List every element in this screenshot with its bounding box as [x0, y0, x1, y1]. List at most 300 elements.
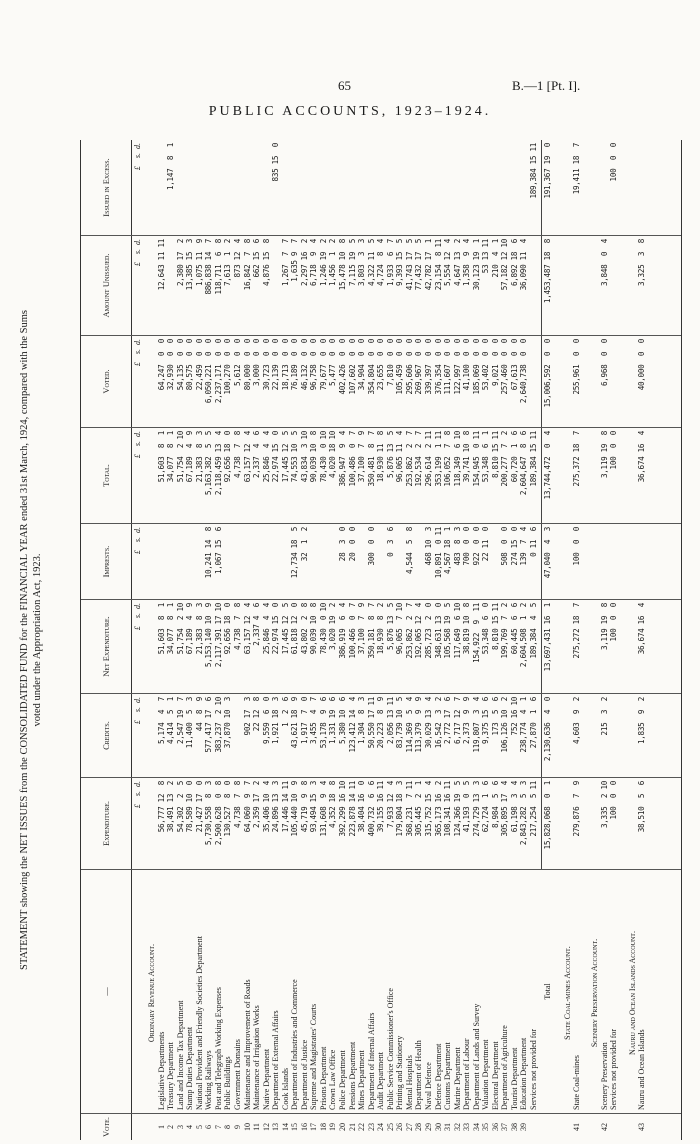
table-cell: 4,603 9 2 — [572, 697, 582, 744]
table-cell: 3,335 2 10 — [599, 781, 609, 828]
table-cell: 83,739 10 5 — [395, 697, 405, 749]
table-cell: 10 — [242, 1123, 252, 1131]
column-header-imprests: Imprests. — [81, 524, 132, 599]
table-cell: 22,974 15 0 — [271, 431, 281, 483]
table-cell: Cook Islands — [280, 1068, 290, 1110]
table-cell: 118,349 6 10 — [452, 431, 462, 487]
table-cell: 13,385 15 3 — [185, 239, 195, 291]
table-cell: 26 — [395, 1123, 405, 1131]
table-cell: 22,459 0 0 — [194, 339, 204, 391]
table-cell: 0 3 6 — [385, 527, 395, 557]
table-cell: 10,241 14 8 — [204, 527, 214, 579]
total-rule — [541, 600, 542, 693]
table-cell: 11,400 5 3 — [185, 697, 195, 749]
column-header-total: Total. — [81, 428, 132, 523]
currency-units: £ s. d. — [133, 339, 142, 367]
table-cell: 468 10 3 — [423, 527, 433, 566]
table-cell: 20 0 0 — [347, 527, 357, 562]
table-cell: 2,843,282 5 3 — [519, 781, 529, 846]
column-header-vote: Vote. — [81, 1114, 132, 1140]
table-cell: 200,277 7 2 — [500, 431, 510, 487]
table-cell: 2,118,459 13 4 — [213, 431, 223, 496]
table-cell: 53,178 9 6 — [318, 697, 328, 749]
table-cell: 6,717 12 7 — [452, 697, 462, 744]
page-title: PUBLIC ACCOUNTS, 1923–1924. — [208, 104, 492, 119]
table-cell: 124,366 19 5 — [452, 781, 462, 837]
table-cell: 1,067 15 6 — [213, 527, 223, 574]
table-cell: 279,876 7 9 — [572, 781, 582, 837]
table-cell: Maintenance of Irrigation Works — [252, 1005, 262, 1110]
table-cell: 7 — [213, 1125, 223, 1129]
table-cell: 106,126 10 2 — [500, 697, 510, 753]
total-cell: 15,828,068 0 1 — [542, 781, 552, 850]
table-cell: 74,553 10 5 — [290, 431, 300, 483]
table-cell: 100 0 0 — [609, 431, 619, 470]
column-imprests — [81, 524, 681, 600]
table-cell: 12,643 11 11 — [156, 239, 166, 291]
table-cell: 4,414 5 1 — [166, 697, 176, 744]
table-cell: 17,445 12 5 — [280, 431, 290, 483]
table-cell: 18,713 0 0 — [280, 339, 290, 391]
table-cell: 51,603 8 1 — [156, 603, 166, 655]
table-cell: 9,021 0 0 — [490, 339, 500, 386]
table-cell: 189,384 15 11 — [529, 431, 538, 487]
currency-units: £ s. d. — [133, 603, 142, 631]
table-cell: 339,397 0 0 — [423, 339, 433, 395]
table-cell: 3 — [175, 1125, 185, 1129]
table-cell: 189,384 4 5 — [529, 603, 538, 659]
table-cell: 35 — [481, 1123, 491, 1131]
table-cell: 4,567 18 1 — [443, 527, 453, 574]
table-cell: 6,718 9 4 — [309, 239, 319, 286]
table-cell: 60,720 1 6 — [509, 431, 519, 483]
table-cell: 274,729 13 3 — [471, 781, 481, 837]
table-cell: 0 11 6 — [529, 527, 538, 557]
column-header-expenditure: Expenditure. — [81, 778, 132, 869]
table-cell: 3,455 4 7 — [309, 697, 319, 744]
total-cell: 1,453,487 18 8 — [542, 239, 552, 304]
table-cell: 17,446 14 11 — [280, 781, 290, 833]
table-cell: 4,352 18 8 — [328, 781, 338, 828]
table-cell: 53 13 11 — [481, 239, 491, 274]
table-cell: Department of Labour — [462, 1038, 472, 1110]
table-cell: 107,602 0 0 — [347, 339, 357, 395]
table-cell: Post and Telegraph Working Expenses — [213, 987, 223, 1110]
table-cell: 2,500,628 0 8 — [213, 781, 223, 846]
table-cell: 305,895 17 4 — [500, 781, 510, 837]
section-heading: State Coal-mines Account. — [562, 946, 572, 1040]
table-cell: 100,486 0 7 — [347, 431, 357, 487]
table-cell: 39,155 16 11 — [376, 781, 386, 833]
table-cell: 350,181 8 7 — [366, 603, 376, 659]
table-cell: 24,896 13 3 — [271, 781, 281, 833]
column-header-voted: Voted. — [81, 336, 132, 427]
table-cell: 7,810 0 0 — [385, 339, 395, 386]
column-unissued — [81, 236, 681, 336]
table-cell: Supreme and Magistrates' Courts — [309, 1003, 319, 1110]
table-cell: 41,193 0 5 — [462, 781, 472, 833]
table-cell: 1,147 8 1 — [166, 143, 176, 190]
table-cell: 5,554 12 4 — [443, 239, 453, 286]
table-cell: 315,752 15 4 — [423, 781, 433, 837]
table-cell: 8,810 15 11 — [490, 431, 500, 478]
table-cell: 1,635 9 7 — [290, 239, 300, 282]
table-cell: 922 0 0 — [471, 527, 481, 566]
column-vote — [81, 1114, 681, 1140]
caption-line-1: STATEMENT showing the NET ISSUES from the CONSOLIDATED FUND for the FINANCIAL YEAR ended 31st March, 1924, compared with the Sums — [19, 309, 30, 971]
table-cell: 2,640,738 0 0 — [519, 339, 529, 404]
table-cell: 92,656 18 0 — [223, 603, 233, 655]
table-cell: 30,723 0 0 — [261, 339, 271, 391]
table-cell: 835 15 0 — [271, 143, 281, 182]
column-expenditure — [81, 778, 681, 870]
table-cell: 12,734 18 5 — [290, 527, 300, 579]
table-cell: 36,090 11 4 — [519, 239, 529, 291]
table-cell: 2,359 17 2 — [252, 781, 262, 828]
table-cell: 508 0 0 — [500, 527, 510, 566]
table-cell: 53,348 6 0 — [481, 603, 491, 655]
rotated-statement — [19, 140, 680, 1140]
table-cell: 269,967 0 0 — [414, 339, 424, 395]
table-cell: 386,947 9 4 — [338, 431, 347, 487]
table-cell: 9,393 15 5 — [395, 239, 405, 286]
table-cell: 39,741 10 8 — [462, 431, 472, 483]
table-cell: 3,803 3 3 — [357, 239, 367, 286]
table-cell: 1,358 9 4 — [462, 239, 472, 286]
table-cell: 100 0 0 — [609, 603, 619, 642]
table-cell: 93,494 15 3 — [309, 781, 319, 833]
table-cell: 27,870 1 6 — [529, 697, 538, 749]
column-header-unissued: Amount Unissued. — [81, 236, 132, 335]
table-cell: 5,380 10 6 — [338, 697, 347, 744]
table-cell: Audit Department — [376, 1052, 386, 1110]
table-cell: 238,774 4 1 — [519, 697, 529, 753]
table-cell: 43,621 18 9 — [290, 697, 300, 749]
table-cell: 4,724 8 4 — [376, 239, 386, 286]
table-cell: 105,440 10 9 — [290, 781, 300, 837]
table-cell: 63,157 12 4 — [242, 603, 252, 655]
table-cell: 30,123 19 1 — [471, 239, 481, 291]
table-cell: Services not provided for — [529, 1028, 538, 1110]
table-cell: 23 — [366, 1123, 376, 1131]
table-cell: 3,119 19 8 — [599, 431, 609, 478]
table-cell: 60,445 6 6 — [509, 603, 519, 655]
table-cell: 305,445 2 1 — [414, 781, 424, 837]
table-cell: 130,527 8 0 — [223, 781, 233, 837]
table-cell: 662 15 6 — [252, 239, 262, 278]
table-cell: Department of External Affairs — [271, 1010, 281, 1110]
table-cell: Maintenance and Improvement of Roads — [242, 979, 252, 1110]
table-cell: 34,077 8 1 — [166, 431, 176, 483]
table-cell: 179,804 18 3 — [395, 781, 405, 837]
table-cell: 1 2 6 — [280, 697, 290, 727]
table-cell: 2,604,508 1 2 — [519, 603, 529, 668]
table-cell: 376,354 0 0 — [433, 339, 443, 395]
table-cell: 5,876 13 5 — [385, 603, 395, 650]
table-cell: 41,743 17 5 — [404, 239, 414, 291]
table-cell: 67,189 4 9 — [185, 603, 195, 655]
table-cell: National Provident and Friendly Societies Department — [194, 936, 204, 1110]
column-header-desc: — — [81, 870, 132, 1113]
net-issues-table — [80, 140, 682, 1140]
table-cell: 255,961 0 0 — [572, 339, 582, 395]
table-cell: 64,060 9 7 — [242, 781, 252, 833]
table-cell: 76,189 0 0 — [290, 339, 300, 391]
table-cell: 22,974 15 0 — [271, 603, 281, 655]
table-cell: 18,930 8 2 — [376, 603, 386, 655]
table-cell: 21,383 8 3 — [194, 603, 204, 655]
table-cell: 577,417 17 6 — [204, 697, 214, 753]
table-cell: 873 12 4 — [232, 239, 242, 278]
table-cell: 43 — [637, 1123, 647, 1131]
total-rule — [541, 336, 542, 427]
table-cell: 3,119 19 8 — [599, 603, 609, 650]
table-cell: 173 5 6 — [490, 697, 500, 736]
table-cell: Education Department — [519, 1037, 529, 1110]
table-cell: 4,544 5 8 — [404, 527, 414, 574]
table-cell: 36 — [490, 1123, 500, 1131]
table-cell: 365,173 16 2 — [433, 781, 443, 837]
section-heading: Scenery Preservation Account. — [590, 938, 600, 1048]
table-cell: Stamp Duties Department — [185, 1026, 195, 1110]
table-cell: 1,456 1 2 — [328, 239, 338, 286]
table-cell: Defence Department — [433, 1043, 443, 1110]
table-cell: 33 — [462, 1123, 472, 1131]
table-cell: 11 — [252, 1123, 262, 1131]
total-cell: Total — [542, 983, 552, 1000]
table-cell: 38,404 16 0 — [357, 781, 367, 833]
table-cell: 27 — [404, 1123, 414, 1131]
total-cell: 191,367 19 0 — [542, 143, 552, 199]
table-cell: 123,412 14 4 — [347, 697, 357, 753]
table-cell: 22 — [357, 1123, 367, 1131]
table-cell: 16,542 3 2 — [433, 697, 443, 749]
table-cell: 67,189 4 9 — [185, 431, 195, 483]
table-cell: 274 15 0 — [509, 527, 519, 566]
table-cell: 44 8 9 — [194, 697, 204, 732]
table-cell: 189,384 15 11 — [529, 143, 538, 199]
table-cell: Department of Industries and Commerce — [290, 979, 300, 1110]
currency-units: £ s. d. — [133, 527, 142, 555]
table-cell: 21 — [347, 1123, 357, 1131]
table-cell: 78,589 10 0 — [185, 781, 195, 833]
table-cell: 483 8 3 — [452, 527, 462, 566]
table-cell: Department of Agriculture — [500, 1025, 510, 1110]
currency-units: £ s. d. — [133, 431, 142, 459]
table-cell: 22 12 8 — [252, 697, 262, 732]
table-cell: Printing and Stationery — [395, 1035, 405, 1110]
table-cell: 77,432 17 5 — [414, 239, 424, 291]
table-cell: 2,056 13 11 — [385, 697, 395, 744]
table-cell: 35,406 10 4 — [261, 781, 271, 833]
table-cell: 154,922 9 11 — [471, 603, 481, 663]
table-cell: 15,478 10 8 — [338, 239, 347, 291]
table-cell: 354,804 0 0 — [366, 339, 376, 395]
table-cell: Prisons Department — [318, 1046, 328, 1110]
table-cell: 6,892 18 6 — [509, 239, 519, 286]
table-cell: 100 0 0 — [572, 527, 582, 566]
table-cell: 2 — [166, 1125, 176, 1129]
table-cell: 6,968 0 0 — [599, 339, 609, 386]
table-cell: 210 4 1 — [490, 239, 500, 278]
table-cell: 79,677 0 0 — [318, 339, 328, 391]
table-cell: 19,411 18 7 — [572, 143, 582, 195]
table-cell: 16 — [299, 1123, 309, 1131]
table-cell: Crown Law Office — [328, 1049, 338, 1110]
table-cell: 105,568 19 5 — [443, 603, 453, 659]
table-cell: 1 — [156, 1125, 166, 1129]
table-cell: 3,325 3 8 — [637, 239, 647, 286]
table-cell: 131,608 9 4 — [318, 781, 328, 837]
table-cell: 23,154 8 11 — [433, 239, 443, 291]
table-cell: 10,891 0 11 — [433, 527, 443, 579]
table-cell: 383,237 2 10 — [213, 697, 223, 753]
table-cell: 24 — [376, 1123, 386, 1131]
table-cell: 3,020 19 2 — [328, 603, 338, 650]
table-cell: 90,039 10 8 — [309, 603, 319, 655]
table-cell: 5,163,382 5 5 — [204, 431, 214, 496]
table-cell: 6 — [204, 1125, 214, 1129]
table-cell: 1,921 18 3 — [271, 697, 281, 744]
table-cell: Valuation Department — [481, 1039, 491, 1110]
column-header-excess: Issued in Excess. — [81, 140, 132, 235]
table-cell: 17,445 12 5 — [280, 603, 290, 655]
table-cell: 402,426 0 0 — [338, 339, 347, 395]
table-cell: 45,719 9 8 — [299, 781, 309, 833]
table-cell: Scenery Preservation — [599, 1042, 609, 1110]
table-cell: 80,000 0 0 — [242, 339, 252, 391]
table-cell: 300 0 0 — [366, 527, 376, 566]
table-cell: Treasury Department — [166, 1042, 176, 1110]
table-cell: 9,375 15 6 — [481, 697, 491, 744]
total-cell: 13,697,431 16 1 — [542, 603, 552, 672]
column-header-credits: Credits. — [81, 694, 132, 777]
table-cell: 4,647 13 2 — [452, 239, 462, 286]
total-rule — [541, 694, 542, 777]
table-cell: 8,984 5 6 — [490, 781, 500, 828]
table-cell: Pensions Department — [347, 1041, 357, 1110]
table-cell: 368,231 7 11 — [404, 781, 414, 837]
table-cell: Naval Defence — [423, 1062, 433, 1110]
table-cell: 96,065 7 10 — [395, 603, 405, 655]
table-cell: 78,430 0 10 — [318, 603, 328, 655]
table-cell: 37,100 7 9 — [357, 431, 367, 483]
table-cell: 3,848 0 4 — [599, 239, 609, 286]
table-cell: 2,237,171 0 0 — [213, 339, 223, 404]
table-cell: 2,380 17 2 — [175, 239, 185, 286]
table-cell: Land and Income Tax Department — [175, 1000, 185, 1110]
table-cell: 400,732 6 6 — [366, 781, 376, 837]
total-rule — [541, 778, 542, 869]
table-cell: 100,466 0 7 — [347, 603, 357, 659]
table-cell: 15 — [290, 1123, 300, 1131]
table-cell: 1,331 19 6 — [328, 697, 338, 744]
table-cell: 2,337 4 6 — [252, 431, 262, 478]
table-cell: 2,297 16 2 — [299, 239, 309, 286]
currency-units: £ s. d. — [133, 781, 142, 809]
table-cell: 46,132 0 0 — [299, 339, 309, 391]
currency-units: £ s. d. — [133, 239, 142, 267]
table-cell: 752 16 10 — [509, 697, 519, 736]
table-cell: 2,604,647 8 6 — [519, 431, 529, 496]
table-cell: 5,876 13 5 — [385, 431, 395, 478]
table-cell: 30,029 13 4 — [423, 697, 433, 749]
table-cell: Government Domains — [232, 1039, 242, 1110]
table-cell: 43,802 2 8 — [299, 603, 309, 655]
section-heading: Ordinary Revenue Account. — [147, 943, 156, 1043]
table-cell: 4,738 7 8 — [232, 781, 242, 828]
table-cell: 38,491 13 2 — [166, 781, 176, 833]
table-cell: 32 — [452, 1123, 462, 1131]
table-cell: 4,876 15 8 — [261, 239, 271, 286]
table-cell: 18 — [318, 1123, 328, 1131]
table-cell: 31 — [443, 1123, 453, 1131]
table-cell: Public Service Commissioner's Office — [385, 988, 395, 1110]
table-cell: 38,819 10 8 — [462, 603, 472, 655]
table-cell: 28 — [414, 1123, 424, 1131]
table-cell: 1,304 8 3 — [357, 697, 367, 744]
table-cell: 38,510 5 6 — [637, 781, 647, 833]
table-cell: 192,065 12 4 — [414, 603, 424, 659]
table-cell: 38 — [509, 1123, 519, 1131]
table-cell: 41 — [572, 1123, 582, 1131]
table-cell: 2,373 9 9 — [462, 697, 472, 744]
table-cell: Services not provided for — [609, 1028, 619, 1110]
table-cell: 117,649 6 10 — [452, 603, 462, 659]
currency-units: £ s. d. — [133, 143, 142, 171]
table-cell: 275,272 18 7 — [572, 603, 582, 659]
table-cell: 108,341 16 11 — [443, 781, 453, 837]
total-cell: 2,130,636 4 0 — [542, 697, 552, 762]
table-cell: 253,862 2 7 — [404, 603, 414, 659]
caption-line-2: voted under the Appropriation Act, 1923. — [32, 553, 43, 727]
table-cell: 122,997 0 0 — [452, 339, 462, 395]
table-cell: 20 — [338, 1123, 347, 1131]
table-cell: 154,945 0 11 — [471, 431, 481, 487]
table-cell: 1,246 19 2 — [318, 239, 328, 286]
table-cell: 20,223 8 9 — [376, 697, 386, 749]
statement-caption — [18, 140, 44, 1140]
table-cell: 2,117,391 17 10 — [213, 603, 223, 668]
table-cell: 5,477 0 0 — [328, 339, 338, 386]
total-rule — [541, 236, 542, 335]
table-cell: 285,723 2 0 — [423, 603, 433, 659]
table-cell: 257,460 0 0 — [500, 339, 510, 395]
column-desc — [81, 870, 681, 1114]
table-cell: 53,348 6 1 — [481, 431, 491, 483]
table-cell: 4 — [185, 1125, 195, 1129]
table-cell: 62,724 1 6 — [481, 781, 491, 833]
table-cell: 6,050,221 0 0 — [204, 339, 214, 404]
table-cell: Legislative Departments — [156, 1031, 166, 1110]
table-cell: 21,427 17 0 — [194, 781, 204, 833]
table-cell: 199,769 7 2 — [500, 603, 510, 659]
table-cell: 100 0 0 — [609, 781, 619, 820]
table-cell: 12 — [261, 1123, 271, 1131]
table-cell: 275,372 18 7 — [572, 431, 582, 487]
table-cell: 1,075 11 9 — [194, 239, 204, 286]
table-cell: 39 — [519, 1123, 529, 1131]
table-cell: 886,838 14 7 — [204, 239, 214, 295]
table-cell: 4,322 11 5 — [366, 239, 376, 286]
column-credits — [81, 694, 681, 778]
table-cell: 5,612 0 0 — [232, 339, 242, 386]
column-excess — [81, 140, 681, 236]
table-cell: 215 3 2 — [599, 697, 609, 736]
table-cell: 392,299 16 10 — [338, 781, 347, 837]
table-cell: 100 0 0 — [609, 143, 619, 182]
table-cell: Public Buildings — [223, 1056, 233, 1110]
